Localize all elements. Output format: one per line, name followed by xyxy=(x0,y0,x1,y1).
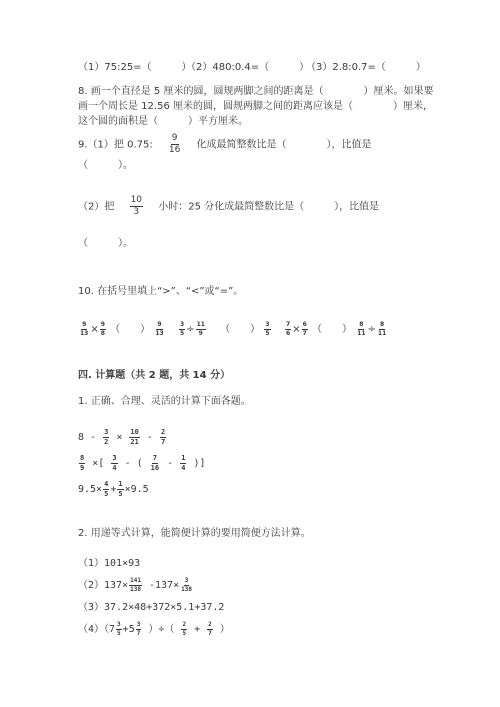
q9-p1-prefix: 9.（1）把 0.75: xyxy=(78,139,153,151)
fraction-denominator: 11 xyxy=(377,329,387,337)
fraction-numerator: 3 xyxy=(104,427,109,436)
q7-part3: （3）2.8:0.7=（ ） xyxy=(306,62,426,73)
expression-text: ）÷（ xyxy=(148,624,175,635)
fraction-numerator: 8 xyxy=(80,453,85,462)
fraction xyxy=(207,622,213,637)
q9-p1-line2: （ ）。 xyxy=(78,160,133,171)
fraction xyxy=(377,322,387,337)
q9-p2-suffix: 小时：25 分化成最简整数比是（ ），比值是 xyxy=(158,201,380,213)
q9-p2-prefix: （2）把 xyxy=(78,201,115,213)
fraction-denominator: 7 xyxy=(160,437,166,446)
fraction-numerator: 141 xyxy=(130,576,141,584)
fraction-denominator: 9 xyxy=(80,463,85,472)
fraction xyxy=(79,322,89,337)
fraction-denominator: 7 xyxy=(302,329,307,337)
fraction-numerator: 9 xyxy=(157,320,162,328)
fraction-numerator: 3 xyxy=(112,453,117,462)
expression-text: ×9.5 xyxy=(124,484,149,495)
operator: × xyxy=(116,432,123,443)
fraction-numerator: 9 xyxy=(82,320,87,328)
q10-item-2 xyxy=(178,320,272,340)
fraction-denominator: 138 xyxy=(130,585,141,593)
calc-q1-title: 1. 正确、合理、灵活的计算下面各题。 xyxy=(78,396,251,407)
fraction xyxy=(264,322,270,337)
expression-text: 9.5× xyxy=(78,484,103,495)
expression-text: （4）（7 xyxy=(78,624,116,635)
fraction xyxy=(103,429,109,446)
fraction xyxy=(100,322,106,337)
q9-p1-suffix: 化成最简整数比是（ ），比值是 xyxy=(196,139,372,151)
fraction xyxy=(160,429,166,446)
operator: × xyxy=(90,324,99,335)
fraction-denominator: 5 xyxy=(118,489,123,498)
fraction-denominator: 6 xyxy=(286,329,291,337)
fraction-denominator: 7 xyxy=(208,629,212,637)
fraction-denominator: 3 xyxy=(133,207,140,217)
fraction xyxy=(180,455,186,472)
fraction-numerator: 1 xyxy=(118,479,123,488)
operator: - xyxy=(167,458,174,469)
q9-p2-line2: （ ）。 xyxy=(78,238,133,249)
fraction-numerator: 8 xyxy=(379,320,385,328)
fraction-numerator: 7 xyxy=(286,320,291,328)
q10-item-3 xyxy=(284,320,388,340)
fraction-numerator: 3 xyxy=(136,620,141,628)
fraction-numerator: 4 xyxy=(104,479,109,488)
fraction-denominator: 21 xyxy=(130,437,139,446)
operator: )] xyxy=(193,458,206,469)
fraction-denominator: 13 xyxy=(80,329,89,337)
fraction-numerator: 2 xyxy=(160,427,166,436)
fraction-denominator: 13 xyxy=(155,329,164,337)
fraction-denominator: 2 xyxy=(104,437,109,446)
calc2-item-4 xyxy=(78,620,230,640)
expression-text: ） xyxy=(219,624,230,635)
calc-expression-3 xyxy=(78,480,149,500)
fraction-denominator: 9 xyxy=(198,329,203,337)
fraction-numerator: 3 xyxy=(265,320,270,328)
fraction xyxy=(196,322,206,337)
operator: + xyxy=(194,624,201,635)
fraction xyxy=(129,429,139,446)
fraction-numerator: 3 xyxy=(180,320,185,328)
section-title: 四. 计算题（共 2 题，共 14 分） xyxy=(78,370,231,381)
q8-line1: 8. 画一个直径是 5 厘米的圆，圆规两脚之间的距离是（ ）厘米。如果要 xyxy=(78,86,434,97)
operator: × xyxy=(292,324,301,335)
fraction xyxy=(129,578,142,593)
fraction-numerator: 10 xyxy=(130,427,139,436)
fraction-denominator: 138 xyxy=(181,585,192,593)
calc2-item-2 xyxy=(78,576,194,596)
fraction-numerator: 2 xyxy=(208,620,212,628)
fraction-denominator: 5 xyxy=(265,329,270,337)
q9-part1 xyxy=(78,134,372,157)
expression-text: 8 - xyxy=(78,432,97,443)
operator: - xyxy=(146,432,153,443)
fraction-numerator: 2 xyxy=(182,620,187,628)
calc-expression-2 xyxy=(78,454,206,474)
fraction-numerator: 3 xyxy=(184,576,189,584)
calc2-item-1: （1）101×93 xyxy=(78,558,141,569)
q9-part2 xyxy=(78,196,379,219)
calc2-item-3: （3）37.2×48+372×5.1+37.2 xyxy=(78,602,225,613)
fraction-denominator: 16 xyxy=(168,145,181,155)
q8-line2: 画一个周长是 12.56 厘米的圆，圆规两脚之间的距离应该是（ ）厘米， xyxy=(78,101,433,112)
expression-text: （2）137× xyxy=(78,580,129,591)
fraction xyxy=(136,622,142,637)
q10-title: 10. 在括号里填上“>”、“<”或“=”。 xyxy=(78,286,244,297)
fraction-numerator: 3 xyxy=(117,620,121,628)
fraction-denominator: 4 xyxy=(112,463,117,472)
fraction-numerator: 9 xyxy=(171,133,178,143)
fraction-denominator: 5 xyxy=(117,629,121,637)
fraction-numerator: 7 xyxy=(152,453,157,462)
fraction-denominator: 16 xyxy=(150,463,160,472)
fraction-denominator: 5 xyxy=(104,489,109,498)
fraction xyxy=(181,622,187,637)
fraction xyxy=(103,481,109,498)
fraction xyxy=(116,622,122,637)
fraction-numerator: 6 xyxy=(302,320,307,328)
operator: - ( xyxy=(124,458,143,469)
operator: + xyxy=(110,484,117,495)
fraction xyxy=(285,322,291,337)
operator: ÷ xyxy=(186,324,195,335)
fraction-denominator: 5 xyxy=(182,629,187,637)
fraction xyxy=(117,481,123,498)
q7-part2: （2）480:0.4=（ ） xyxy=(186,62,310,73)
fraction-numerator: 11 xyxy=(196,320,205,328)
calc-q2-title: 2. 用递等式计算，能简便计算的要用简便方法计算。 xyxy=(78,528,311,539)
fraction xyxy=(180,578,193,593)
q10-item-1 xyxy=(78,320,166,340)
fraction xyxy=(302,322,308,337)
answer-blank[interactable]: （ ） xyxy=(311,324,352,335)
expression-text: +5 xyxy=(122,624,135,635)
q8-line3: 这个圆的面积是（ ）平方厘米。 xyxy=(78,116,248,127)
operator: ×[ xyxy=(92,458,105,469)
q9-p2-fraction xyxy=(130,196,143,217)
fraction xyxy=(179,322,185,337)
fraction-numerator: 10 xyxy=(130,195,143,205)
fraction-denominator: 11 xyxy=(357,329,366,337)
answer-blank[interactable]: （ ） xyxy=(110,324,151,335)
calc-expression-1 xyxy=(78,428,167,448)
fraction-numerator: 8 xyxy=(359,320,364,328)
expression-text: -137× xyxy=(148,580,180,591)
fraction xyxy=(111,455,117,472)
fraction xyxy=(79,455,85,472)
fraction xyxy=(150,455,160,472)
fraction xyxy=(154,322,164,337)
fraction-numerator: 9 xyxy=(100,320,105,328)
q9-p1-fraction xyxy=(168,134,181,155)
fraction-denominator: 4 xyxy=(181,463,186,472)
fraction-denominator: 8 xyxy=(100,329,105,337)
fraction-denominator: 5 xyxy=(180,329,185,337)
fraction-numerator: 1 xyxy=(181,453,186,462)
answer-blank[interactable]: （ ） xyxy=(220,324,261,335)
operator: ÷ xyxy=(367,324,376,335)
q7-part1: （1）75:25=（ ） xyxy=(78,62,192,73)
fraction-denominator: 7 xyxy=(136,629,141,637)
fraction xyxy=(356,322,366,337)
